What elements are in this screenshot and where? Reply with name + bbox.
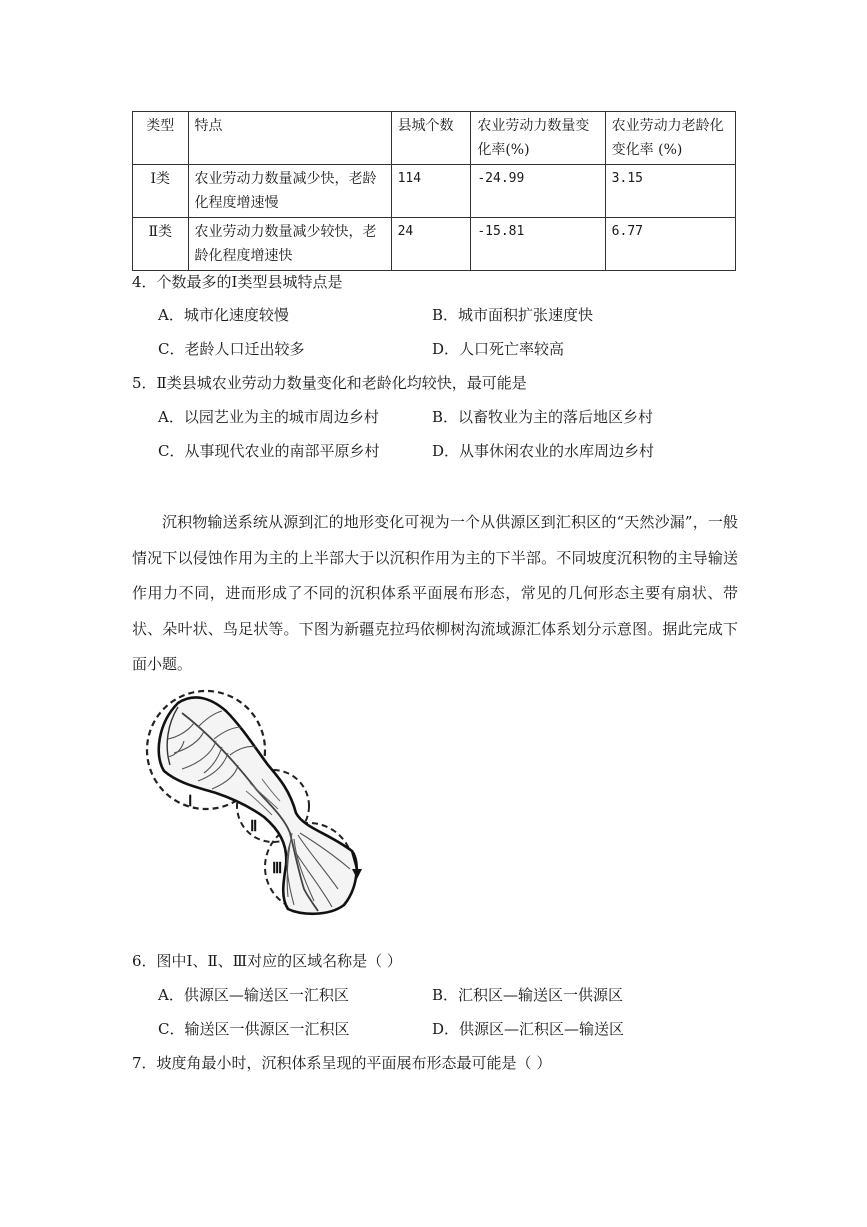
- table-cell-aging-rate: 3.15: [605, 165, 735, 218]
- table-cell-aging-rate: 6.77: [605, 218, 735, 271]
- question-5-option-b: B．以畜牧业为主的落后地区乡村: [432, 408, 654, 426]
- question-6-option-b: B．汇积区—输送区一供源区: [432, 986, 624, 1004]
- question-5-option-c: C．从事现代农业的南部平原乡村: [158, 442, 380, 460]
- table-cell-quantity-rate: -24.99: [471, 165, 605, 218]
- question-5-option-a: A．以园艺业为主的城市周边乡村: [158, 408, 379, 426]
- table-cell-feature: 农业劳动力数量减少较快，老龄化程度增速快: [188, 218, 391, 271]
- question-6-option-c: C．输送区一供源区一汇积区: [158, 1020, 350, 1038]
- table-row: [133, 165, 736, 218]
- zone-1-label: Ⅰ: [188, 794, 193, 810]
- table-cell-type: Ⅱ类: [133, 218, 189, 271]
- table-cell-count: 114: [391, 165, 471, 218]
- question-4-option-b: B．城市面积扩张速度快: [432, 306, 594, 324]
- table-header-row: [133, 112, 736, 165]
- question-6-stem: 6．图中Ⅰ、Ⅱ、Ⅲ对应的区域名称是（ ）: [132, 952, 402, 970]
- question-5-option-d: D．从事休闲农业的水库周边乡村: [432, 442, 655, 460]
- table-header-cell: 农业劳动力老龄化变化率 (%): [605, 112, 735, 165]
- question-4-option-d: D．人口死亡率较高: [432, 340, 565, 358]
- question-5-stem: 5．Ⅱ类县城农业劳动力数量变化和老龄化均较快，最可能是: [132, 374, 527, 392]
- table-cell-type: Ⅰ类: [133, 165, 189, 218]
- table-row: [133, 218, 736, 271]
- zone-2-label: Ⅱ: [250, 819, 258, 835]
- table-header-cell: 农业劳动力数量变化率(%): [471, 112, 605, 165]
- source-sink-diagram: [138, 683, 370, 923]
- zone-3-label: Ⅲ: [272, 861, 283, 877]
- table-header-cell: 特点: [188, 112, 391, 165]
- question-7-stem: 7．坡度角最小时，沉积体系呈现的平面展布形态最可能是（ ）: [132, 1054, 552, 1072]
- question-4-option-c: C．老龄人口迁出较多: [158, 340, 305, 358]
- question-6-option-a: A．供源区—输送区一汇积区: [158, 986, 349, 1004]
- reading-passage: 沉积物输送系统从源到汇的地形变化可视为一个从供源区到汇积区的“天然沙漏”，一般情况下以侵蚀作用为主的上半部大于以沉积作用为主的下半部。不同坡度沉积物的主导输送作用力不同，进而形成了不同的沉积体系平面展布形态，常见的几何形态主要有扇状、带状、朵叶状、鸟足状等。下图为新疆克拉玛依柳树沟流域源汇体系划分示意图。据此完成下面小题。: [132, 513, 738, 673]
- question-4-option-a: A．城市化速度较慢: [158, 306, 289, 324]
- question-4-stem: 4．个数最多的Ⅰ类型县城特点是: [132, 273, 343, 291]
- table-header-cell: 县城个数: [391, 112, 471, 165]
- question-6-option-d: D．供源区—汇积区—输送区: [432, 1020, 625, 1038]
- table-cell-quantity-rate: -15.81: [471, 218, 605, 271]
- table-header-cell: 类型: [133, 112, 189, 165]
- table-cell-count: 24: [391, 218, 471, 271]
- county-labor-table: [132, 111, 736, 271]
- table-cell-feature: 农业劳动力数量减少快，老龄化程度增速慢: [188, 165, 391, 218]
- watershed-map: [138, 683, 370, 923]
